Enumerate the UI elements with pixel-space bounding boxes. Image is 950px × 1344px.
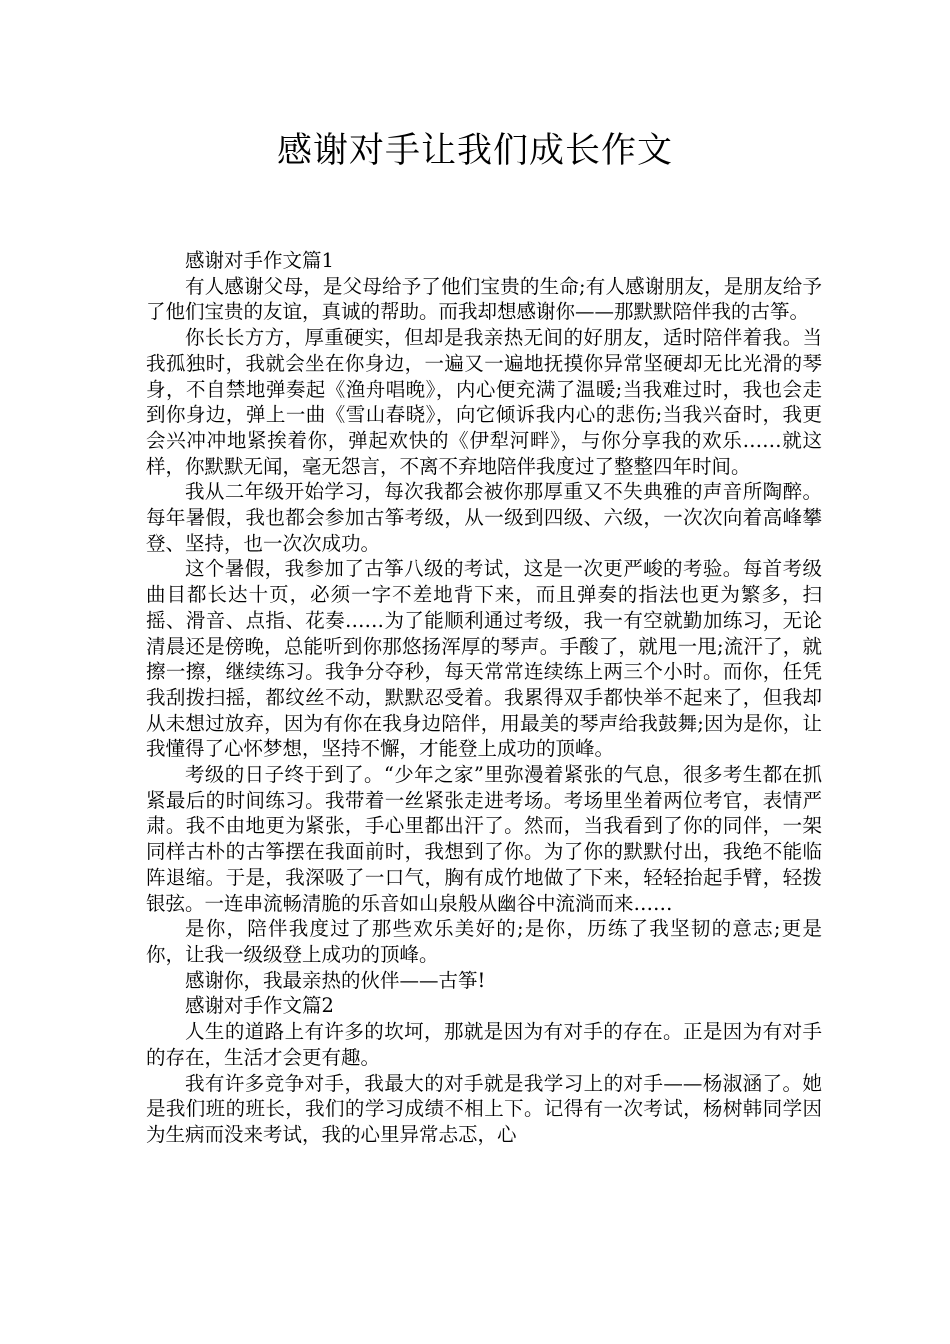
paragraph: 是你，陪伴我度过了那些欢乐美好的;是你，历练了我坚韧的意志;更是你，让我一级级登上成功的顶峰。: [146, 917, 822, 966]
paragraph: 有人感谢父母，是父母给予了他们宝贵的生命;有人感谢朋友，是朋友给予了他们宝贵的友谊，真诚的帮助。而我却想感谢你——那默默陪伴我的古筝。: [146, 274, 822, 324]
document-body: [146, 248, 822, 1148]
document-title: 感谢对手让我们成长作文: [276, 131, 673, 171]
paragraph: 人生的道路上有许多的坎坷，那就是因为有对手的存在。正是因为有对手的存在，生活才会更有趣。: [146, 1020, 822, 1069]
section-heading: 感谢对手作文篇1: [185, 249, 334, 272]
section-heading: 感谢对手作文篇2: [185, 994, 334, 1018]
paragraph: 你长长方方，厚重硬实，但却是我亲热无间的好朋友，适时陪伴着我。当我孤独时，我就会坐在你身边，一遍又一遍地抚摸你异常坚硬却无比光滑的琴身，不自禁地弹奏起《渔舟唱晚》，内心便充满了温暖;当我难过时，我也会走到你身边，弹上一曲《雪山春晓》，向它倾诉我内心的悲伤;当我兴奋时，我更会兴冲冲地紧挨着你，弹起欢快的《伊犁河畔》，与你分享我的欢乐……就这样，你默默无闻，毫无怨言，不离不弃地陪伴我度过了整整四年时间。: [146, 326, 822, 478]
paragraph: 考级的日子终于到了。“少年之家”里弥漫着紧张的气息，很多考生都在抓紧最后的时间练习。我带着一丝紧张走进考场。考场里坐着两位考官，表情严肃。我不由地更为紧张，手心里都出汗了。然而，当我看到了你的同伴，一架同样古朴的古筝摆在我面前时，我想到了你。为了你的默默付出，我绝不能临阵退缩。于是，我深吸了一口气，胸有成竹地做了下来，轻轻抬起手臂，轻拨银弦。一连串流畅清脆的乐音如山泉般从幽谷中流淌而来……: [146, 763, 822, 915]
paragraph: 这个暑假，我参加了古筝八级的考试，这是一次更严峻的考验。每首考级曲目都长达十页，必须一字不差地背下来，而且弹奏的指法也更为繁多，扫摇、滑音、点指、花奏……为了能顺利通过考级，我一有空就勤加练习，无论清晨还是傍晚，总能听到你那悠扬浑厚的琴声。手酸了，就甩一甩;流汗了，就擦一擦，继续练习。我争分夺秒，每天常常连续练上两三个小时。而你，任凭我刮拨扫摇，都纹丝不动，默默忍受着。我累得双手都快举不起来了，但我却从未想过放弃，因为有你在我身边陪伴，用最美的琴声给我鼓舞;因为是你，让我懂得了心怀梦想，坚持不懈，才能登上成功的顶峰。: [146, 557, 822, 761]
paragraph: 我有许多竞争对手，我最大的对手就是我学习上的对手——杨淑涵了。她是我们班的班长，我们的学习成绩不相上下。记得有一次考试，杨树韩同学因为生病而没来考试，我的心里异常忐忑，心: [146, 1071, 822, 1146]
paragraph: 感谢你，我最亲热的伙伴——古筝!: [185, 968, 486, 992]
paragraph: 我从二年级开始学习，每次我都会被你那厚重又不失典雅的声音所陶醉。每年暑假，我也都会参加古筝考级，从一级到四级、六级，一次次向着高峰攀登、坚持，也一次次成功。: [146, 480, 822, 555]
